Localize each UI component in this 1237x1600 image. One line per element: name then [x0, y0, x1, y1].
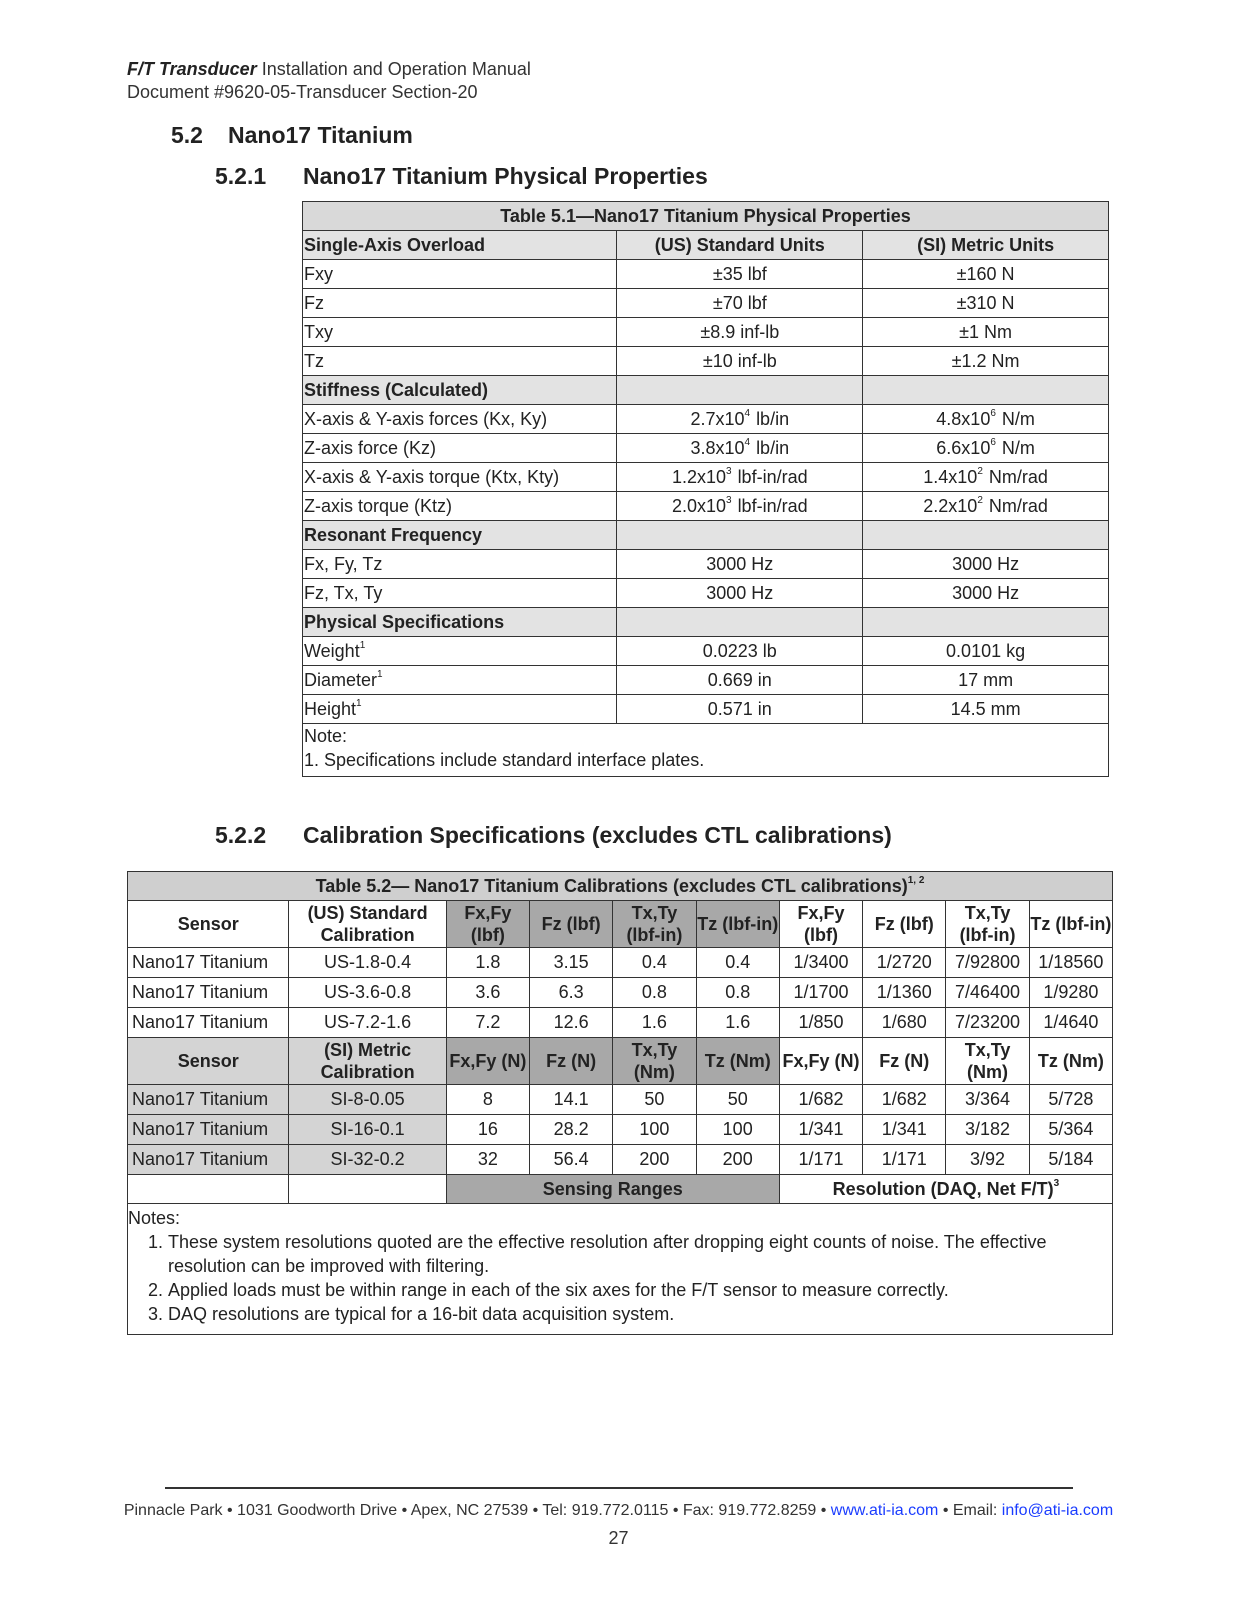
table-cell: 7.2 [446, 1008, 529, 1038]
column-header-row [128, 1038, 1113, 1085]
column-header: Fx,Fy (N) [779, 1038, 862, 1085]
table-cell: 1.8 [446, 948, 529, 978]
value-exponent: 6 [990, 407, 996, 419]
section-number: 5.2.1 [215, 163, 267, 189]
table-cell: X-axis & Y-axis forces (Kx, Ky) [303, 405, 617, 434]
value-base: 4.8x10 [936, 408, 991, 429]
table-header-row [303, 231, 1109, 260]
sensing-ranges-label: Sensing Ranges [446, 1175, 779, 1204]
table-cell: 1/850 [779, 1008, 862, 1038]
footnote-marker: 1, 2 [907, 874, 925, 886]
table-cell: 1/18560 [1029, 948, 1112, 978]
table-cell: US-3.6-0.8 [289, 978, 446, 1008]
table-cell: US-7.2-1.6 [289, 1008, 446, 1038]
column-header: Fz (N) [530, 1038, 613, 1085]
section-title: Nano17 Titanium [228, 122, 413, 148]
sci-value [617, 492, 863, 521]
footnote-marker: 1 [377, 668, 383, 680]
table-cell: 5/364 [1029, 1115, 1112, 1145]
table-cell: 100 [613, 1115, 696, 1145]
table-cell: Nano17 Titanium [128, 1008, 289, 1038]
note-item: 2. Applied loads must be within range in each of the six axes for the F/T sensor to measure correctly. [168, 1278, 1112, 1302]
page-footer [0, 1502, 1237, 1520]
empty-cell [289, 1175, 446, 1204]
value-unit: lbf-in/rad [737, 495, 808, 516]
footer-address: Pinnacle Park • 1031 Goodworth Drive • Apex, NC 27539 • Tel: 919.772.0115 • Fax: 919.772.8259 • [123, 1502, 831, 1519]
table-cell: 0.8 [613, 978, 696, 1008]
table-row [128, 1115, 1113, 1145]
table-cell: US-1.8-0.4 [289, 948, 446, 978]
value-unit: lbf-in/rad [737, 466, 808, 487]
section-label: Resonant Frequency [303, 521, 617, 550]
table-cell: 1/1360 [863, 978, 946, 1008]
table-cell: 200 [696, 1145, 779, 1175]
page-number: 27 [608, 1528, 629, 1548]
header-doc-line: Document #9620-05-Transducer Section-20 [127, 82, 478, 102]
column-header: Tx,Ty (Nm) [613, 1038, 696, 1085]
table-row [128, 1145, 1113, 1175]
column-header: (US) Standard Calibration [289, 901, 446, 948]
table-cell: 1.6 [613, 1008, 696, 1038]
column-header: (SI) Metric Units [863, 231, 1109, 260]
empty-cell [863, 521, 1109, 550]
value-exponent: 6 [990, 436, 996, 448]
table-cell: Nano17 Titanium [128, 1145, 289, 1175]
table-title [128, 872, 1113, 901]
label-text: Height [304, 698, 357, 719]
table-cell: ±70 lbf [617, 289, 863, 318]
table-cell: SI-32-0.2 [289, 1145, 446, 1175]
table-cell: 12.6 [530, 1008, 613, 1038]
section-title: Nano17 Titanium Physical Properties [303, 163, 708, 189]
table-row [303, 637, 1109, 666]
table-cell: 1/4640 [1029, 1008, 1112, 1038]
table-cell: 1/1700 [779, 978, 862, 1008]
note-row [303, 724, 1109, 777]
table-cell: 56.4 [530, 1145, 613, 1175]
table-row [128, 1085, 1113, 1115]
empty-cell [617, 608, 863, 637]
table-cell: 1/341 [863, 1115, 946, 1145]
column-header: Tz (lbf-in) [696, 901, 779, 948]
sci-value [863, 405, 1109, 434]
table-cell: 28.2 [530, 1115, 613, 1145]
header-title-rest: Installation and Operation Manual [256, 59, 531, 79]
footer-email-link[interactable]: info@ati-ia.com [1001, 1502, 1114, 1519]
table-cell: 1/341 [779, 1115, 862, 1145]
sci-value [617, 434, 863, 463]
table-row [303, 550, 1109, 579]
table-cell: Fz [303, 289, 617, 318]
table-title-row [303, 202, 1109, 231]
table-notes [128, 1204, 1113, 1335]
table-cell: Nano17 Titanium [128, 1115, 289, 1145]
table-cell: Nano17 Titanium [128, 1085, 289, 1115]
table-cell: 5/184 [1029, 1145, 1112, 1175]
empty-cell [617, 521, 863, 550]
value-base: 2.0x10 [671, 495, 726, 516]
table-cell: ±8.9 inf-lb [617, 318, 863, 347]
note-item: 1. These system resolutions quoted are the effective resolution after dropping eight counts of noise. The effective resolution can be improved with filtering. [168, 1230, 1112, 1278]
sci-value [863, 463, 1109, 492]
value-unit: Nm/rad [988, 495, 1048, 516]
table-cell: 7/46400 [946, 978, 1029, 1008]
value-base: 2.2x10 [923, 495, 978, 516]
document-header [127, 58, 531, 104]
column-header: Tz (Nm) [1029, 1038, 1112, 1085]
column-header: Tx,Ty (lbf-in) [946, 901, 1029, 948]
footnote-marker: 1 [359, 639, 366, 651]
table-cell: Nano17 Titanium [128, 948, 289, 978]
table-cell: ±1.2 Nm [863, 347, 1109, 376]
table-cell: 1/682 [779, 1085, 862, 1115]
table-cell: 0.4 [696, 948, 779, 978]
note-item: 1. Specifications include standard interface plates. [304, 750, 705, 770]
table-cell: 3.15 [530, 948, 613, 978]
label-text: Diameter [304, 669, 378, 690]
table-cell: ±160 N [863, 260, 1109, 289]
table-cell: 3000 Hz [863, 550, 1109, 579]
note-item: 3. DAQ resolutions are typical for a 16-bit data acquisition system. [168, 1302, 1112, 1326]
notes-row [128, 1204, 1113, 1335]
empty-cell [863, 608, 1109, 637]
column-header: Fx,Fy (N) [446, 1038, 529, 1085]
table-cell: 17 mm [863, 666, 1109, 695]
row-label [303, 695, 617, 724]
table-cell: SI-16-0.1 [289, 1115, 446, 1145]
table-row [303, 289, 1109, 318]
sci-value [617, 405, 863, 434]
column-header: (SI) Metric Calibration [289, 1038, 446, 1085]
table-row [128, 948, 1113, 978]
table-cell: 14.5 mm [863, 695, 1109, 724]
notes-title: Notes: [128, 1208, 181, 1228]
table-title: Table 5.1—Nano17 Titanium Physical Properties [303, 202, 1109, 231]
value-base: 2.7x10 [690, 408, 745, 429]
value-exponent: 4 [744, 436, 751, 448]
value-exponent: 2 [977, 494, 983, 506]
range-label-row [128, 1175, 1113, 1204]
table-row [128, 1008, 1113, 1038]
table-cell: Tz [303, 347, 617, 376]
table-row [303, 666, 1109, 695]
value-base: 6.6x10 [936, 437, 991, 458]
table-cell: ±10 inf-lb [617, 347, 863, 376]
column-header: Sensor [128, 1038, 289, 1085]
empty-cell [863, 376, 1109, 405]
table-cell: 1/682 [863, 1085, 946, 1115]
table-cell: 3000 Hz [617, 550, 863, 579]
table-cell: 1.6 [696, 1008, 779, 1038]
table-cell: 14.1 [530, 1085, 613, 1115]
column-header: Tz (Nm) [696, 1038, 779, 1085]
footer-rule [165, 1487, 1073, 1489]
section-heading-5-2-1 [215, 163, 708, 190]
table-cell: 0.0101 kg [863, 637, 1109, 666]
value-exponent: 4 [744, 407, 751, 419]
table-row [303, 579, 1109, 608]
title-text: Table 5.2— Nano17 Titanium Calibrations (excludes CTL calibrations) [315, 875, 908, 896]
calibrations-table [127, 871, 1113, 1335]
column-header: Fx,Fy (lbf) [446, 901, 529, 948]
table-title-row [128, 872, 1113, 901]
footnote-marker: 3 [1053, 1177, 1060, 1189]
table-cell: 5/728 [1029, 1085, 1112, 1115]
table-cell: 50 [613, 1085, 696, 1115]
table-note [303, 724, 1109, 777]
section-heading-5-2-2 [215, 822, 892, 849]
value-unit: N/m [1001, 408, 1035, 429]
table-row [303, 260, 1109, 289]
table-row [303, 492, 1109, 521]
table-cell: Z-axis force (Kz) [303, 434, 617, 463]
table-cell: ±1 Nm [863, 318, 1109, 347]
table-cell: ±310 N [863, 289, 1109, 318]
value-base: 3.8x10 [690, 437, 745, 458]
table-cell: 1/9280 [1029, 978, 1112, 1008]
table-cell: 3000 Hz [863, 579, 1109, 608]
column-header: Tz (lbf-in) [1029, 901, 1112, 948]
value-exponent: 3 [726, 494, 732, 506]
value-unit: N/m [1001, 437, 1035, 458]
table-cell: 3/364 [946, 1085, 1029, 1115]
table-cell: 7/23200 [946, 1008, 1029, 1038]
table-cell: 100 [696, 1115, 779, 1145]
empty-cell [617, 376, 863, 405]
label-text: Weight [304, 640, 360, 661]
table-cell: Txy [303, 318, 617, 347]
resolution-label [779, 1175, 1112, 1204]
table-cell: 16 [446, 1115, 529, 1145]
sci-value [863, 434, 1109, 463]
section-row [303, 608, 1109, 637]
table-cell: Z-axis torque (Ktz) [303, 492, 617, 521]
table-cell: Fxy [303, 260, 617, 289]
column-header: Fz (lbf) [530, 901, 613, 948]
column-header: Fz (N) [863, 1038, 946, 1085]
table-cell: 0.4 [613, 948, 696, 978]
column-header: Fx,Fy (lbf) [779, 901, 862, 948]
table-cell: Nano17 Titanium [128, 978, 289, 1008]
notes-list [128, 1230, 1112, 1326]
table-row [303, 434, 1109, 463]
table-cell: 6.3 [530, 978, 613, 1008]
section-heading-5-2 [171, 122, 413, 149]
table-cell: 3/92 [946, 1145, 1029, 1175]
table-row [303, 405, 1109, 434]
table-row [303, 463, 1109, 492]
table-cell: 1/2720 [863, 948, 946, 978]
value-unit: Nm/rad [988, 466, 1048, 487]
section-number: 5.2.2 [215, 822, 267, 848]
physical-properties-table [302, 201, 1109, 777]
section-label: Physical Specifications [303, 608, 617, 637]
table-cell: 0.0223 lb [617, 637, 863, 666]
table-cell: 200 [613, 1145, 696, 1175]
table-row [128, 978, 1113, 1008]
table-cell: 50 [696, 1085, 779, 1115]
table-cell: 0.669 in [617, 666, 863, 695]
column-header: Single-Axis Overload [303, 231, 617, 260]
row-label [303, 637, 617, 666]
footnote-marker: 1 [356, 697, 362, 709]
footer-website-link[interactable]: www.ati-ia.com [830, 1502, 939, 1519]
column-header: Sensor [128, 901, 289, 948]
sci-value [863, 492, 1109, 521]
value-unit: lb/in [756, 437, 790, 458]
table-cell: 1/3400 [779, 948, 862, 978]
column-header: Tx,Ty (lbf-in) [613, 901, 696, 948]
empty-cell [128, 1175, 289, 1204]
footer-email-label: • Email: [938, 1502, 1002, 1519]
value-base: 1.2x10 [671, 466, 726, 487]
value-exponent: 3 [726, 465, 732, 477]
column-header: Fz (lbf) [863, 901, 946, 948]
table-cell: 1/171 [779, 1145, 862, 1175]
table-cell: 32 [446, 1145, 529, 1175]
table-cell: 3.6 [446, 978, 529, 1008]
table-cell: Fx, Fy, Tz [303, 550, 617, 579]
section-number: 5.2 [171, 122, 203, 148]
table-cell: 3000 Hz [617, 579, 863, 608]
value-exponent: 2 [977, 465, 983, 477]
table-cell: 8 [446, 1085, 529, 1115]
table-cell: 0.571 in [617, 695, 863, 724]
column-header-row [128, 901, 1113, 948]
table-cell: 1/680 [863, 1008, 946, 1038]
note-title: Note: [304, 726, 348, 746]
table-row [303, 347, 1109, 376]
value-unit: lb/in [756, 408, 790, 429]
section-label: Stiffness (Calculated) [303, 376, 617, 405]
column-header: (US) Standard Units [617, 231, 863, 260]
table-cell: 3/182 [946, 1115, 1029, 1145]
table-cell: 7/92800 [946, 948, 1029, 978]
column-header: Tx,Ty (Nm) [946, 1038, 1029, 1085]
table-cell: 1/171 [863, 1145, 946, 1175]
section-row [303, 521, 1109, 550]
table-cell: X-axis & Y-axis torque (Ktx, Kty) [303, 463, 617, 492]
section-row [303, 376, 1109, 405]
table-cell: Fz, Tx, Ty [303, 579, 617, 608]
row-label [303, 666, 617, 695]
header-title-bold: F/T Transducer [127, 59, 257, 79]
sci-value [617, 463, 863, 492]
value-base: 1.4x10 [923, 466, 978, 487]
table-cell: ±35 lbf [617, 260, 863, 289]
resolution-text: Resolution (DAQ, Net F/T) [832, 1178, 1054, 1199]
table-cell: SI-8-0.05 [289, 1085, 446, 1115]
table-cell: 0.8 [696, 978, 779, 1008]
section-title: Calibration Specifications (excludes CTL calibrations) [303, 822, 892, 848]
table-row [303, 318, 1109, 347]
table-row [303, 695, 1109, 724]
